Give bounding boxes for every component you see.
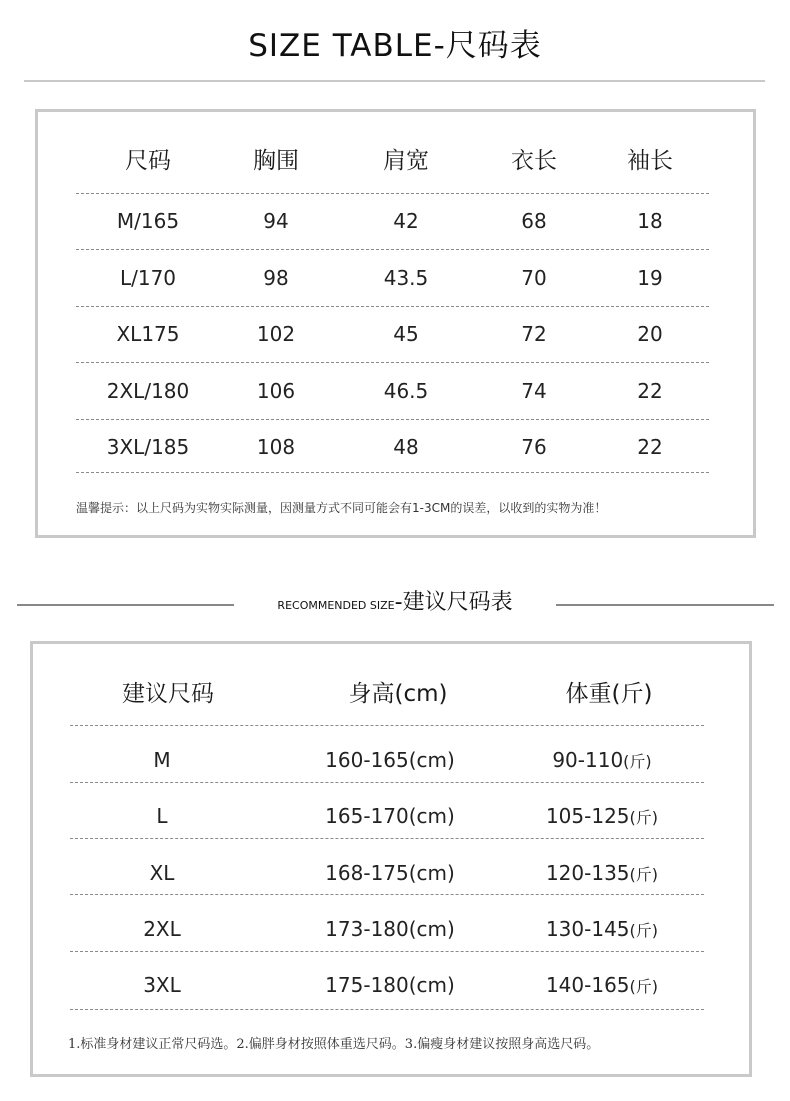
recommended-size-cell: XL — [149, 860, 175, 885]
size-table-cell: 102 — [256, 322, 296, 346]
recommended-weight-cell — [546, 917, 658, 941]
row-divider — [70, 838, 704, 839]
recommended-weight-cell — [546, 973, 658, 997]
recommended-weight-cell — [552, 748, 651, 772]
size-header-cell: 尺码 — [125, 148, 171, 174]
size-table-cell: 22 — [637, 435, 663, 459]
size-table-cell: 42 — [393, 209, 419, 233]
weight-unit: (斤) — [629, 808, 659, 828]
size-table-note: 温馨提示：以上尺码为实物实际测量，因测量方式不同可能会有1-3CM的误差，以收到的实物为准！ — [76, 501, 607, 515]
recommended-weight-cell — [546, 804, 658, 828]
recommended-header-cell: 建议尺码 — [122, 681, 214, 707]
recommended-weight-cell — [546, 861, 658, 885]
recommended-header-cell: 体重(斤) — [565, 681, 653, 707]
size-table-cell: 68 — [521, 209, 547, 233]
row-divider — [76, 306, 709, 307]
size-table-cell: L/170 — [119, 265, 177, 290]
recommended-size-cell: M — [153, 748, 171, 772]
recommended-height-cell: 160-165(cm) — [325, 748, 455, 772]
recommended-header-cell: 身高(cm) — [348, 681, 448, 707]
size-table-cell: 18 — [637, 209, 663, 233]
size-table-cell: 98 — [263, 265, 289, 290]
recommended-divider-left — [17, 604, 234, 606]
row-divider — [76, 249, 709, 250]
recommended-title-cn: -建议尺码表 — [394, 590, 513, 615]
recommended-title — [234, 585, 556, 616]
size-table-cell: 70 — [521, 265, 547, 290]
row-divider — [70, 1009, 704, 1010]
row-divider — [70, 894, 704, 895]
size-table-cell: XL175 — [116, 322, 180, 346]
recommended-divider-right — [556, 604, 774, 606]
size-table-cell: 94 — [263, 209, 289, 233]
row-divider — [70, 782, 704, 783]
size-table-cell: 108 — [256, 435, 296, 459]
recommended-size-cell: L — [156, 804, 168, 829]
weight-unit: (斤) — [629, 920, 659, 940]
recommended-height-cell: 165-170(cm) — [325, 804, 455, 829]
size-table-cell: 20 — [637, 322, 663, 346]
row-divider — [70, 951, 704, 952]
size-header-cell: 胸围 — [253, 148, 299, 174]
size-table-cell: 19 — [637, 265, 663, 290]
weight-value: 140-165 — [545, 973, 630, 998]
weight-value: 120-135 — [545, 860, 630, 885]
size-table-cell: 43.5 — [383, 265, 429, 290]
recommended-size-cell: 3XL — [143, 973, 181, 998]
size-table-cell: 48 — [393, 435, 419, 459]
weight-unit: (斤) — [629, 977, 659, 997]
weight-unit: (斤) — [623, 752, 652, 771]
recommended-size-cell: 2XL — [143, 916, 181, 941]
recommended-note: 1.标准身材建议正常尺码选。2.偏胖身材按照体重选尺码。3.偏瘦身材建议按照身高选尺码。 — [68, 1037, 600, 1052]
size-table-cell: M/165 — [116, 209, 180, 233]
size-table-cell: 72 — [521, 322, 547, 346]
weight-value: 105-125 — [545, 804, 630, 829]
recommended-height-cell: 168-175(cm) — [325, 860, 455, 885]
size-table-cell: 45 — [393, 322, 419, 346]
size-header-cell: 袖长 — [627, 148, 673, 174]
recommended-height-cell: 175-180(cm) — [325, 973, 455, 998]
size-header-cell: 衣长 — [511, 148, 557, 174]
size-table-cell: 46.5 — [383, 378, 429, 403]
recommended-title-en: RECOMMENDED SIZE — [277, 599, 395, 612]
size-header-cell: 肩宽 — [383, 148, 429, 174]
row-divider — [76, 362, 709, 363]
size-table-cell: 74 — [521, 378, 547, 403]
size-table-cell: 106 — [256, 378, 296, 403]
weight-value: 90-110 — [552, 748, 624, 772]
row-divider — [76, 193, 709, 194]
row-divider — [70, 725, 704, 726]
title-divider — [24, 80, 765, 82]
weight-unit: (斤) — [629, 864, 659, 884]
recommended-height-cell: 173-180(cm) — [325, 916, 455, 941]
size-table-title: SIZE TABLE-尺码表 — [248, 28, 542, 64]
row-divider — [76, 472, 709, 473]
size-table-cell: 2XL/180 — [106, 378, 190, 403]
weight-value: 130-145 — [545, 916, 630, 941]
size-table-cell: 3XL/185 — [106, 435, 190, 459]
size-table-cell: 76 — [521, 435, 547, 459]
size-table-cell: 22 — [637, 378, 663, 403]
row-divider — [76, 419, 709, 420]
